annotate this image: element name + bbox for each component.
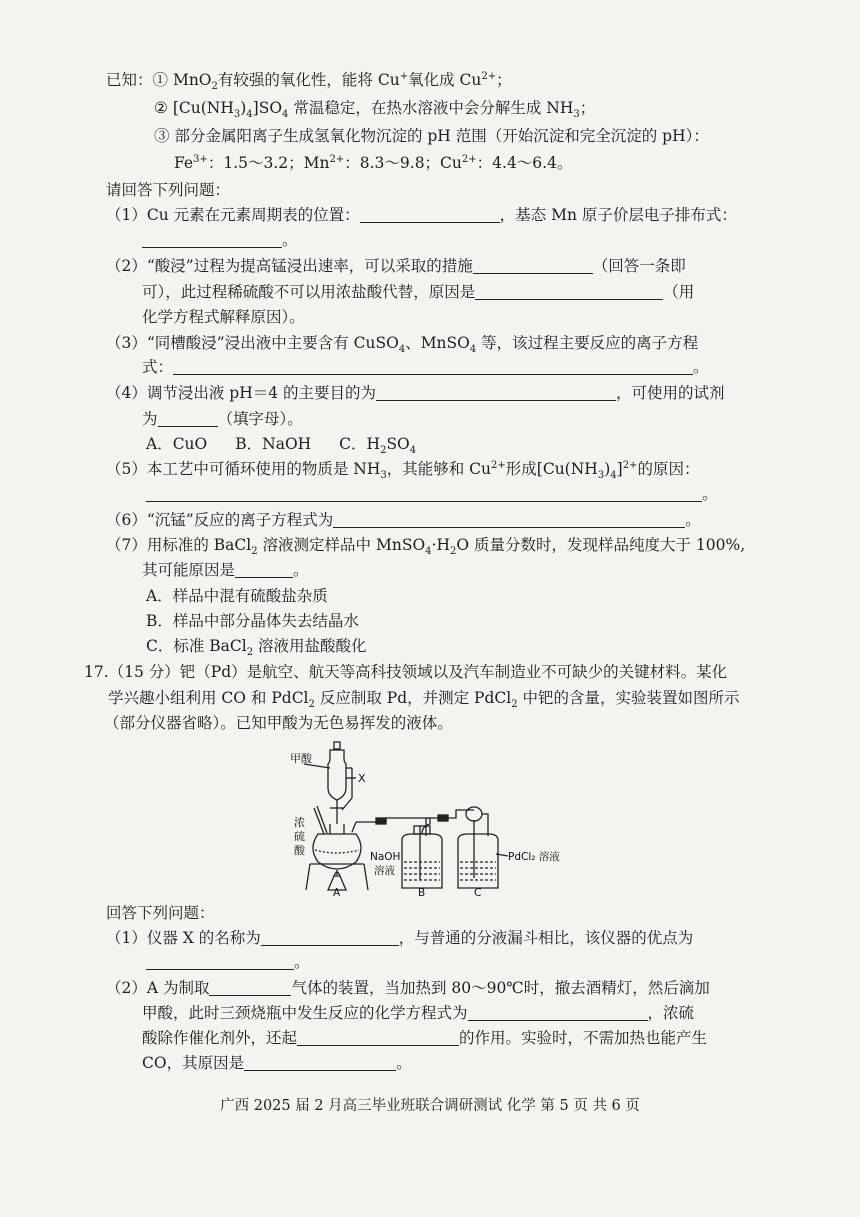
q17-1-line-2: 。 (146, 952, 310, 972)
q17-2-line-3: 酸除作催化剂外，还起 的作用。实验时，不需加热也能产生 (142, 1029, 708, 1047)
known-line-2: ② $[Cu(NH_3)_4]SO_4$ 常温稳定，在热水溶液中会分解生成 $NH_3$； (154, 99, 596, 121)
label-formic-acid: 甲酸 (290, 752, 312, 765)
q16-7-option-c[interactable]: C．标准 BaCl$_2$ 溶液用盐酸酸化 (146, 637, 367, 659)
answer-blank[interactable] (244, 1054, 396, 1071)
answer-blank[interactable] (142, 231, 282, 248)
answer-blank[interactable] (209, 979, 291, 996)
label-conc-2: 硫 (294, 830, 305, 843)
q16-4-options (146, 434, 417, 457)
option-a[interactable]: A．CuO (146, 435, 208, 453)
q16-7-option-a[interactable]: A．样品中混有硫酸盐杂质 (146, 587, 328, 605)
q17-2-line-2: 甲酸，此时三颈烧瓶中发生反应的化学方程式为 ，浓硫 (142, 1004, 695, 1022)
q17-line-1: 17.（15 分）钯（Pd）是航空、航天等高科技领域以及汽车制造业不可缺少的关键材料。某化 (84, 663, 728, 681)
q16-3-line-2: 式： 。 (142, 358, 709, 376)
q16-4-line-2: 为 （填字母）。 (142, 410, 303, 428)
answer-blank[interactable] (158, 410, 218, 427)
answer-blank[interactable] (297, 1029, 459, 1046)
q17-2-line-1: （2）A 为制取 气体的装置，当加热到 80～90℃时，撤去酒精灯，然后滴加 (106, 979, 710, 997)
q16-3-line-1: （3）“同槽酸浸”浸出液中主要含有 CuSO$_4$、MnSO$_4$ 等，该过程主要反应的离子方程 (106, 334, 699, 356)
answer-blank[interactable] (333, 511, 685, 528)
q16-7-option-b[interactable]: B．样品中部分晶体失去结晶水 (146, 612, 359, 630)
page-footer: 广西 2025 届 2 月高三毕业班联合调研测试 化学 第 5 页 共 6 页 (220, 1098, 640, 1114)
q16-2-line-1: （2）“酸浸”过程为提高锰浸出速率，可以采取的措施 （回答一条即 (106, 257, 686, 275)
label-conc-1: 浓 (294, 816, 305, 829)
label-conc-3: 酸 (294, 844, 305, 857)
answer-blank[interactable] (146, 485, 702, 502)
label-pdcl2: PdCl₂ 溶液 (508, 851, 560, 863)
option-b[interactable]: B．NaOH (235, 435, 312, 453)
q16-7-line-1: （7）用标准的 BaCl$_2$ 溶液测定样品中 $MnSO_4\cdot H_2O$ 质量分数时，发现样品纯度大于 100%, (106, 536, 746, 558)
answer-blank[interactable] (173, 358, 693, 375)
answer-blank[interactable] (261, 929, 399, 946)
q16-5-line-1: （5）本工艺中可循环使用的物质是 $NH_3$，其能够和 $Cu^{2+}$形成$[Cu(NH_3)_4]^{2+}$的原因： (106, 459, 700, 482)
q16-4-line-1: （4）调节浸出液 pH＝4 的主要目的为 ，可使用的试剂 (106, 384, 725, 402)
q17-line-2: 学兴趣小组利用 CO 和 PdCl$_2$ 反应制取 Pd，并测定 PdCl$_2$ 中钯的含量，实验装置如图所示 (108, 689, 740, 711)
answer-blank[interactable] (475, 283, 663, 300)
known-line-3: ③ 部分金属阳离子生成氢氧化物沉淀的 pH 范围（开始沉淀和完全沉淀的 pH）： (154, 127, 709, 145)
q16-1-line-2: 。 (142, 230, 298, 250)
apparatus-diagram (290, 738, 560, 896)
label-c: C (474, 887, 482, 896)
answer-blank[interactable] (235, 561, 293, 578)
q16-7-line-2: 其可能原因是 。 (142, 561, 309, 579)
label-x: X (358, 772, 366, 785)
q17-line-3: （部分仪器省略）。已知甲酸为无色易挥发的液体。 (104, 714, 453, 732)
label-naoh: NaOH (370, 851, 401, 863)
known-line-1: 已知：① MnO$_2$有较强的氧化性，能将 Cu+氧化成 $Cu^{2+}$； (106, 70, 512, 93)
q17-1-line-1: （1）仪器 X 的名称为 ，与普通的分液漏斗相比，该仪器的优点为 (106, 929, 694, 947)
answer-blank[interactable] (146, 953, 294, 970)
option-c[interactable]: C．$H_2SO_4$ (339, 435, 417, 457)
q16-1-line-1: （1）Cu 元素在元素周期表的位置： ，基态 Mn 原子价层电子排布式： (106, 206, 737, 224)
q16-5-line-2: 。 (146, 484, 718, 504)
q16-6-line: （6）“沉锰”反应的离子方程式为 。 (106, 511, 701, 529)
label-a: A (333, 887, 341, 896)
answer-intro: 回答下列问题： (106, 904, 215, 922)
intro-text: 请回答下列问题： (106, 181, 231, 199)
known-line-4: $Fe^{3+}$：1.5～3.2；$Mn^{2+}$：8.3～9.8；$Cu^{2+}$：4.4～6.4。 (174, 153, 573, 172)
answer-blank[interactable] (473, 257, 593, 274)
q17-2-line-4: CO，其原因是 。 (142, 1054, 412, 1072)
answer-blank[interactable] (468, 1004, 648, 1021)
q16-2-line-2: 可），此过程稀硫酸不可以用浓盐酸代替，原因是 （用 (142, 283, 695, 301)
label-b: B (418, 887, 426, 896)
q16-2-line-3: 化学方程式解释原因）。 (142, 308, 305, 326)
answer-blank[interactable] (360, 206, 500, 223)
label-naoh-solution: 溶液 (374, 865, 395, 877)
answer-blank[interactable] (376, 384, 616, 401)
